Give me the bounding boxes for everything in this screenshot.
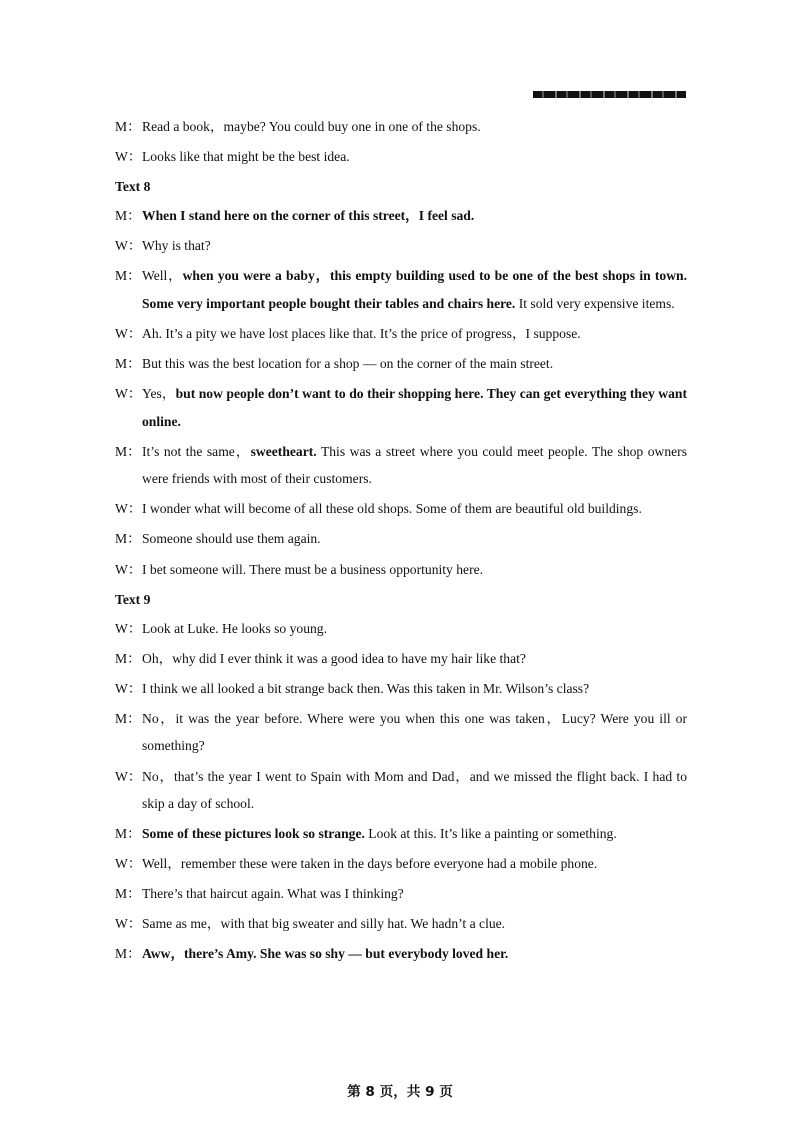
speaker-label: W： (115, 916, 142, 932)
dialogue-line (115, 320, 687, 348)
dialogue-text: Same as me，with that big sweater and silly hat. We hadn’t a clue. (142, 916, 506, 932)
dialogue-line (115, 202, 687, 230)
dialogue-line (115, 615, 687, 643)
dialogue-line (115, 232, 687, 260)
speaker-label: M： (115, 356, 141, 372)
dialogue-text: Why is that? (142, 238, 211, 254)
dialogue-line (115, 350, 687, 378)
speaker-label: W： (115, 386, 142, 402)
bold-answer-text: but now people don’t want to do their shopping here. They can get everything they want online. (142, 386, 687, 429)
speaker-label: M： (115, 886, 141, 902)
dialogue-text: Look at Luke. He looks so young. (142, 620, 328, 636)
dialogue-line (115, 675, 687, 703)
dialogue-text: I wonder what will become of all these old shops. Some of them are beautiful old buildings. (142, 501, 642, 517)
speaker-label: W： (115, 325, 142, 341)
transcript-body (115, 113, 687, 971)
speaker-label: M： (115, 826, 141, 842)
speaker-label: M： (115, 710, 141, 726)
dialogue-line (115, 705, 687, 760)
speaker-label: M： (115, 531, 141, 547)
bold-answer-text: Aww，there’s Amy. She was so shy — but everybody loved her. (142, 946, 509, 962)
dialogue-line (115, 556, 687, 584)
speaker-label: M： (115, 119, 141, 134)
speaker-label: M： (115, 208, 141, 224)
section-heading: Text 8 (115, 179, 151, 195)
dialogue-text: There’s that haircut again. What was I thinking? (142, 886, 404, 902)
section-heading: Text 9 (115, 591, 151, 607)
speaker-label: W： (115, 238, 142, 254)
dialogue-line (115, 820, 687, 848)
dialogue-text: Ah. It’s a pity we have lost places like that. It’s the price of progress，I suppose. (142, 325, 581, 341)
dialogue-text: But this was the best location for a shop — on the corner of the main street. (142, 356, 554, 372)
dialogue-text: I think we all looked a bit strange back then. Was this taken in Mr. Wilson’s class? (142, 680, 590, 696)
bold-answer-text: When I stand here on the corner of this street，I feel sad. (142, 208, 475, 224)
speaker-label: M： (115, 443, 141, 459)
speaker-label: W： (115, 149, 142, 165)
dialogue-text: No，that’s the year I went to Spain with Mom and Dad，and we missed the flight back. I had to skip a day of school. (142, 768, 687, 811)
page-footer: 第 8 页，共 9 页 (347, 1084, 453, 1100)
bold-answer-text: Some of these pictures look so strange. (142, 826, 365, 842)
bold-answer-text: sweetheart. (250, 443, 317, 459)
dialogue-text: Oh，why did I ever think it was a good idea to have my hair like that? (142, 650, 526, 666)
speaker-label: W： (115, 561, 142, 577)
dialogue-text: Well，remember these were taken in the days before everyone had a mobile phone. (142, 856, 598, 872)
dialogue-text: Read a book，maybe? You could buy one in one of the shops. (142, 119, 481, 134)
dialogue-line (115, 113, 687, 141)
dialogue-text: This was a street where you could meet people. The shop owners were friends with most of their customers. (142, 443, 687, 487)
speaker-label: W： (115, 856, 142, 872)
dialogue-text: Well， (142, 268, 183, 284)
dialogue-text: Looks like that might be the best idea. (142, 149, 350, 165)
dialogue-line (115, 262, 687, 317)
dialogue-line (115, 143, 687, 171)
speaker-label: M： (115, 946, 141, 962)
speaker-label: W： (115, 680, 142, 696)
header-bar (533, 91, 686, 98)
dialogue-line (115, 495, 687, 523)
dialogue-line (115, 850, 687, 878)
dialogue-text: Yes， (142, 386, 176, 402)
dialogue-line (115, 645, 687, 673)
speaker-label: W： (115, 501, 142, 517)
speaker-label: W： (115, 620, 142, 636)
dialogue-text: Someone should use them again. (142, 531, 321, 547)
dialogue-line (115, 438, 687, 493)
dialogue-line (115, 880, 687, 908)
dialogue-text: I bet someone will. There must be a business opportunity here. (142, 561, 484, 577)
dialogue-text: Look at this. It’s like a painting or something. (364, 826, 617, 842)
dialogue-line (115, 940, 687, 968)
dialogue-line (115, 380, 687, 435)
speaker-label: M： (115, 650, 141, 666)
dialogue-line (115, 910, 687, 938)
bold-answer-text: when you were a baby，this empty building used to be one of the best shops in town. Some very important people bought their tables and chairs here. (142, 268, 687, 311)
dialogue-text: It sold very expensive items. (515, 295, 675, 311)
dialogue-text: No，it was the year before. Where were you when this one was taken，Lucy? Were you ill or something? (142, 710, 687, 754)
speaker-label: W： (115, 768, 142, 784)
speaker-label: M： (115, 268, 141, 284)
dialogue-line (115, 525, 687, 553)
dialogue-line (115, 763, 687, 818)
dialogue-text: It’s not the same， (142, 443, 251, 459)
